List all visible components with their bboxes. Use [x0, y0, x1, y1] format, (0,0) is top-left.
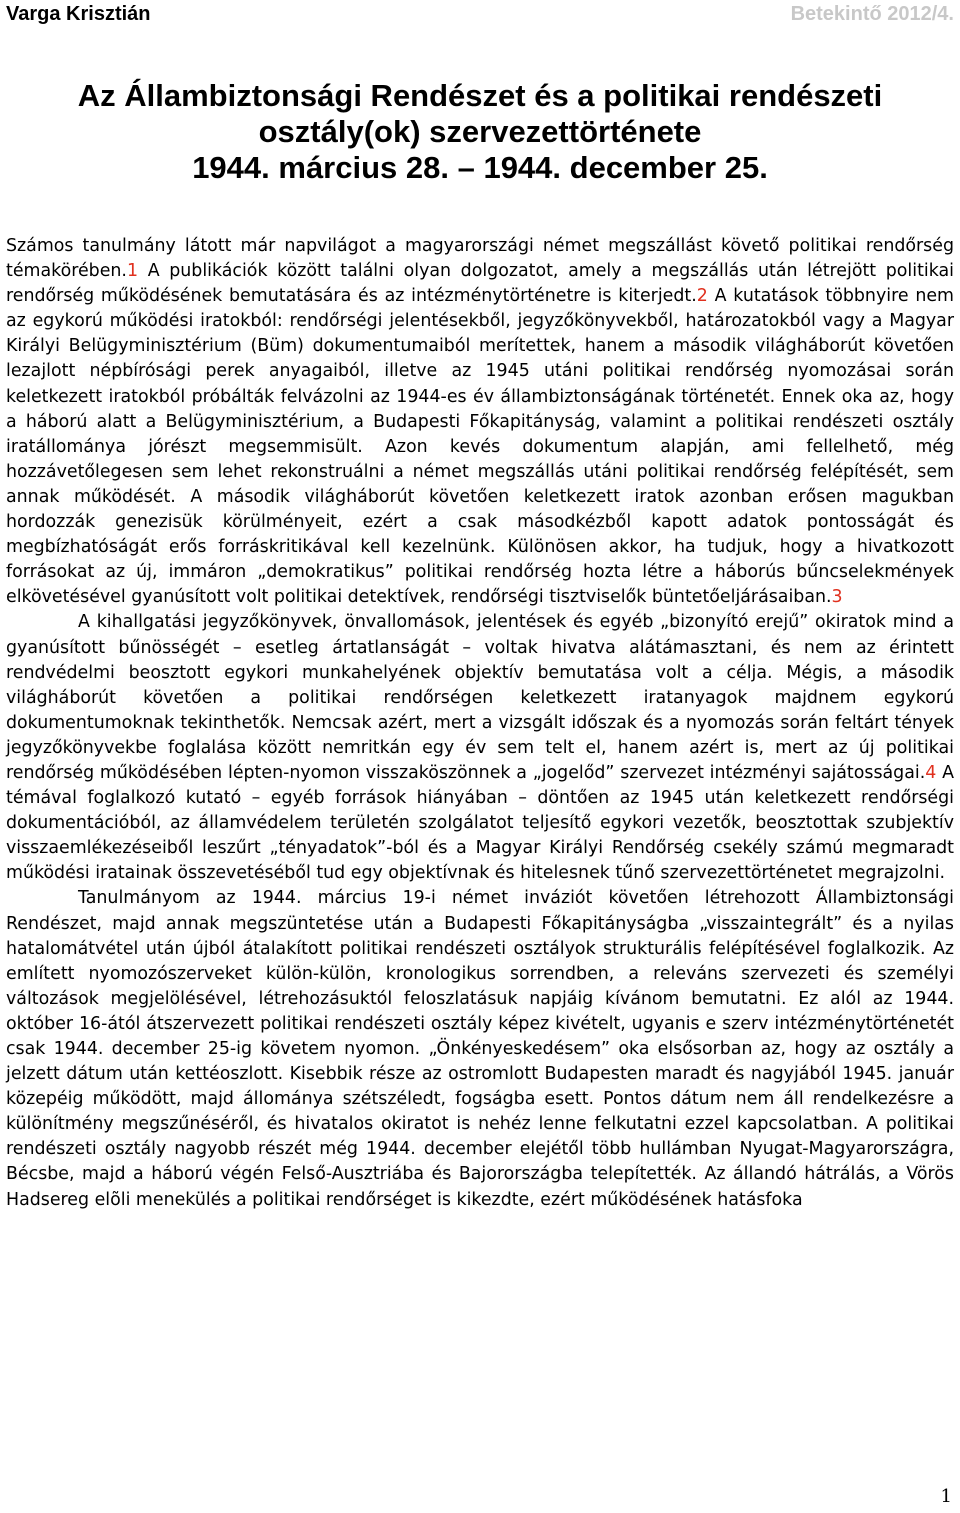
footnote-ref-2[interactable]: 2	[696, 286, 708, 307]
running-header	[6, 3, 954, 27]
footnote-ref-4[interactable]: 4	[925, 762, 937, 783]
article-title	[0, 78, 960, 186]
paragraph-text: A publikációk között találni olyan dolgozatot, amely a megszállás után létrejött politikai rendőrség működésének bemutatására és az intézménytörténetre is kiterjedt.	[6, 261, 954, 307]
title-line-2: osztály(ok) szervezettörténete	[258, 114, 702, 149]
paragraph-text: A kihallgatási jegyzőkönyvek, önvallomások, jelentések és egyéb „bizonyító erejű” okiratok mind a gyanúsított bűnösségét – esetleg ártatlanságát – voltak hivatva alátámasztani, és nem az érintett rendvédelmi beosztott egykori munkahelyének objektív bemutatása volt a célja. Mégis, a második világháborút követően a politikai rendőrségen keletkezett iratanyagok majdnem egykorú dokumentumoknak tekinthetők. Nemcsak azért, mert a vizsgált időszak és a nyomozás során feltárt tények jegyzőkönyvekbe foglalása között nemritkán egy év sem telt el, hanem azért is, mert az új politikai rendőrség működésében lépten-nyomon visszaköszönnek a „jogelőd” szervezet intézményi sajátosságai.	[6, 612, 954, 783]
paragraph-2	[6, 610, 954, 886]
title-line-1: Az Állambiztonsági Rendészet és a politikai rendészeti	[77, 78, 883, 113]
article-body	[6, 234, 954, 1213]
paragraph-1	[6, 234, 954, 610]
footnote-ref-3[interactable]: 3	[831, 587, 843, 608]
footnote-ref-1[interactable]: 1	[126, 261, 139, 282]
paragraph-text: Tanulmányom az 1944. március 19-i német inváziót követően létrehozott Állambiztonsági Rendészet, majd annak megszüntetése után a Budapesti Főkapitányságba „visszaintegrált” és a nyilas hatalomátvétel után újból átalakított politikai rendészeti osztályok strukturális felépítésével foglalkozik. Az említett nyomozószerveket külön-külön, kronologikus sorrendben, a releváns szervezeti és személyi változások megjelölésével, létrehozásuktól feloszlatásuk napjáig kívánom bemutatni. Ez alól az 1944. október 16-ától átszervezett politikai rendészeti osztály képez kivételt, ugyanis e szerv intézménytörténetét csak 1944. december 25-ig követem nyomon. „Önkényeskedésem” oka elsősorban az, hogy az osztály a jelzett dátum után kettéoszlott. Kisebbik része az ostromlott Budapesten maradt és nagyjából 1945. január közepéig működött, majd állománya szétszéledt, fogságba esett. Pontos dátum nem áll rendelkezésre a különítmény megszűnéséről, és hivatalos okiratot is nehéz lenne felkutatni ezzel kapcsolatban. A politikai rendészeti osztály nagyobb részét még 1944. december elejétől több hullámban Nyugat-Magyarországra, Bécsbe, majd a háború végén Felső-Ausztriába és Bajorországba telepítették. Az állandó hátrálás, a Vörös Hadsereg elõli menekülés a politikai rendőrséget is kikezdte, ezért működésének hatásfoka	[6, 888, 954, 1210]
paragraph-text: A kutatások többnyire nem az egykorú működési iratokból: rendőrségi jelentésekből, jegyzőkönyvekből, határozatokból vagy a Magyar Királyi Belügyminisztérium (Büm) dokumentumaiból merítettek, hanem a második világháborút követően lezajlott népbírósági perek anyagaiból, illetve az 1945 utáni politikai rendőrség nyomozásai során keletkezett iratokból próbálták felvázolni az 1944-es év állambiztonságának történetét. Ennek oka az, hogy a háború alatt a Belügyminisztérium, a Budapesti Főkapitányság, valamint a politikai rendészeti osztály iratállománya jórészt megsemmisült. Azon kevés dokumentum alapján, ami fellelhető, még hozzávetőlegesen sem lehet rekonstruálni a német megszállás utáni politikai rendőrség felépítését, sem annak működését. A második világháborút követően keletkezett iratok azonban erősen magukban hordozzák genezisük körülményeit, ezért a csak másodkézből kapott adatok pontosságát és megbízhatóságát erős forráskritikával kell kezelnünk. Különösen akkor, ha tudjuk, hogy a hivatkozott forrásokat az új, immáron „demokratikus” politikai rendőrség hozta létre a háborús bűncselekmények elkövetésével gyanúsított volt politikai detektívek, rendőrségi tisztviselők büntetőeljárásaiban.	[6, 286, 954, 608]
paragraph-text: Számos tanulmány látott már napvilágot a magyarországi német megszállást követő politikai rendőrség témakörében.	[6, 236, 954, 282]
title-line-3: 1944. március 28. – 1944. december 25.	[192, 150, 768, 185]
paragraph-text: A témával foglalkozó kutató – egyéb források hiányában – döntően az 1945 után keletkezett rendőrségi dokumentációból, az államvédelem területén szolgálatot teljesítő egykori vezetők, beosztottak szubjektív visszaemlékezéseiből leszűrt „tényadatok”-ból és a Magyar Királyi Rendőrség csekély számú megmaradt működési iratainak összevetéséből tud egy objektívnak és hitelesnek tűnő szervezettörténetet megrajzolni.	[6, 762, 954, 884]
paragraph-3	[6, 886, 954, 1212]
journal-issue: Betekintő 2012/4.	[790, 3, 954, 25]
author-name: Varga Krisztián	[6, 3, 151, 25]
page-number: 1	[940, 1486, 952, 1507]
